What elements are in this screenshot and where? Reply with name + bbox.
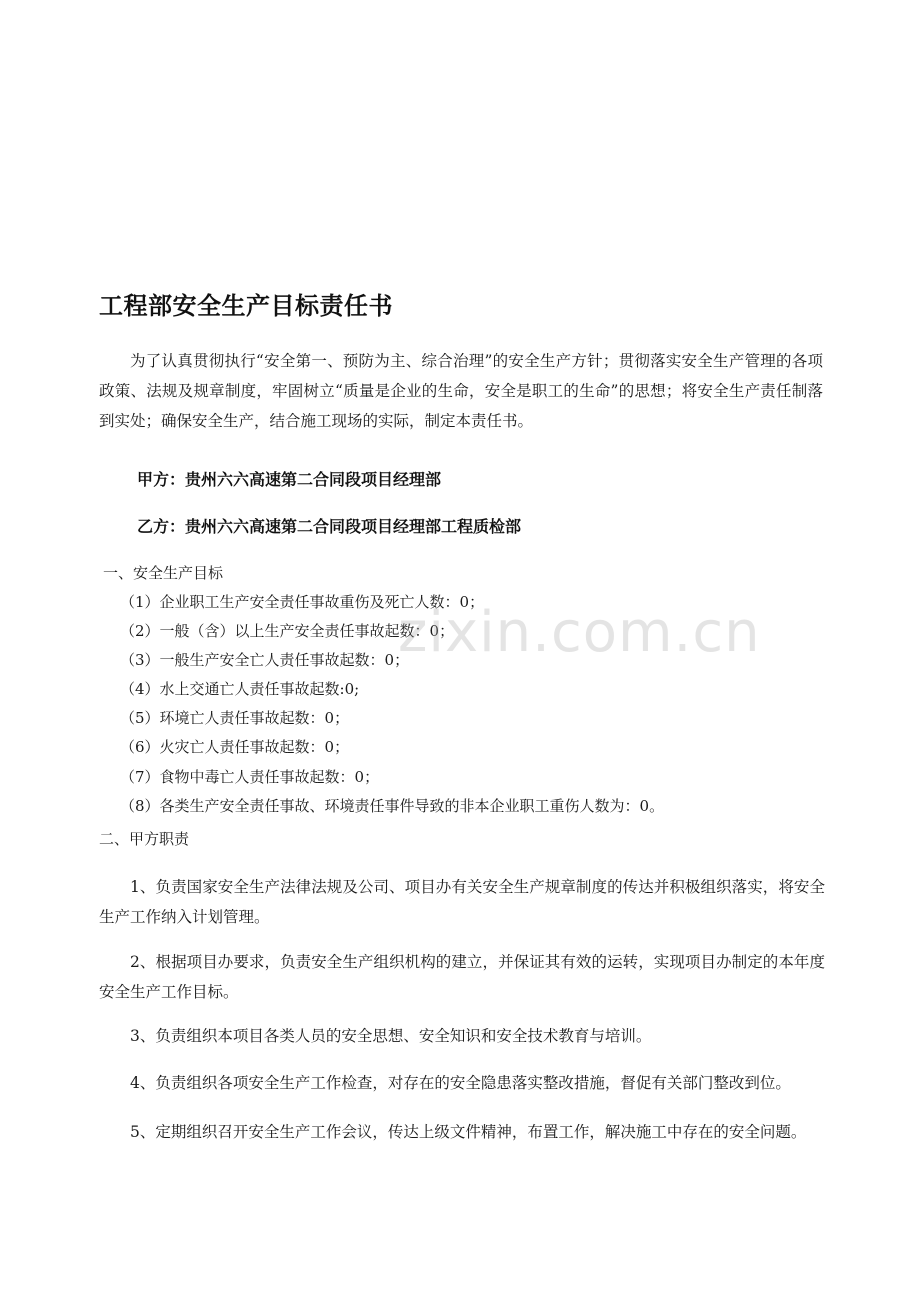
goal-item: （2）一般（含）以上生产安全责任事故起数：0； bbox=[120, 622, 455, 641]
duty-paragraph: 3、负责组织本项目各类人员的安全思想、安全知识和安全技术教育与培训。 bbox=[130, 1027, 652, 1045]
goal-item: （3）一般生产安全亡人责任事故起数：0； bbox=[120, 651, 410, 670]
section-heading-goals: 一、安全生产目标 bbox=[103, 564, 224, 582]
goal-item: （7）食物中毒亡人责任事故起数：0； bbox=[120, 767, 380, 786]
duty-paragraph: 5、定期组织召开安全生产工作会议，传达上级文件精神，布置工作，解决施工中存在的安全问题。 bbox=[130, 1123, 807, 1141]
goal-item: （8）各类生产安全责任事故、环境责任事件导致的非本企业职工重伤人数为：0。 bbox=[120, 796, 665, 815]
duty-paragraph: 2、根据项目办要求，负责安全生产组织机构的建立，并保证其有效的运转，实现项目办制定的本年度安全生产工作目标。 bbox=[99, 953, 825, 1001]
goal-item: （6）火灾亡人责任事故起数：0； bbox=[120, 738, 350, 757]
party-b: 乙方：贵州六六高速第二合同段项目经理部工程质检部 bbox=[137, 517, 522, 536]
duty-paragraph: 4、负责组织各项安全生产工作检查，对存在的安全隐患落实整改措施，督促有关部门整改到位。 bbox=[130, 1074, 791, 1092]
intro-paragraph: 为了认真贯彻执行“安全第一、预防为主、综合治理”的安全生产方针；贯彻落实安全生产管理的各项政策、法规及规章制度，牢固树立“质量是企业的生命，安全是职工的生命”的思想；将安全生产责任制落到实处；确保安全生产，结合施工现场的实际，制定本责任书。 bbox=[99, 352, 823, 430]
goal-item: （4）水上交通亡人责任事故起数:0; bbox=[120, 680, 360, 699]
goal-item: （5）环境亡人责任事故起数：0； bbox=[120, 709, 350, 728]
goal-item: （1）企业职工生产安全责任事故重伤及死亡人数：0； bbox=[120, 593, 485, 611]
watermark: zixin.com.cn bbox=[398, 600, 761, 665]
duty-paragraph: 1、负责国家安全生产法律法规及公司、项目办有关安全生产规章制度的传达并积极组织落实，将安全生产工作纳入计划管理。 bbox=[99, 878, 825, 926]
document-title: 工程部安全生产目标责任书 bbox=[99, 292, 393, 320]
safety-goals-list bbox=[120, 588, 664, 821]
party-a: 甲方：贵州六六高速第二合同段项目经理部 bbox=[137, 470, 442, 489]
section-heading-party-a-duties: 二、甲方职责 bbox=[99, 830, 190, 848]
